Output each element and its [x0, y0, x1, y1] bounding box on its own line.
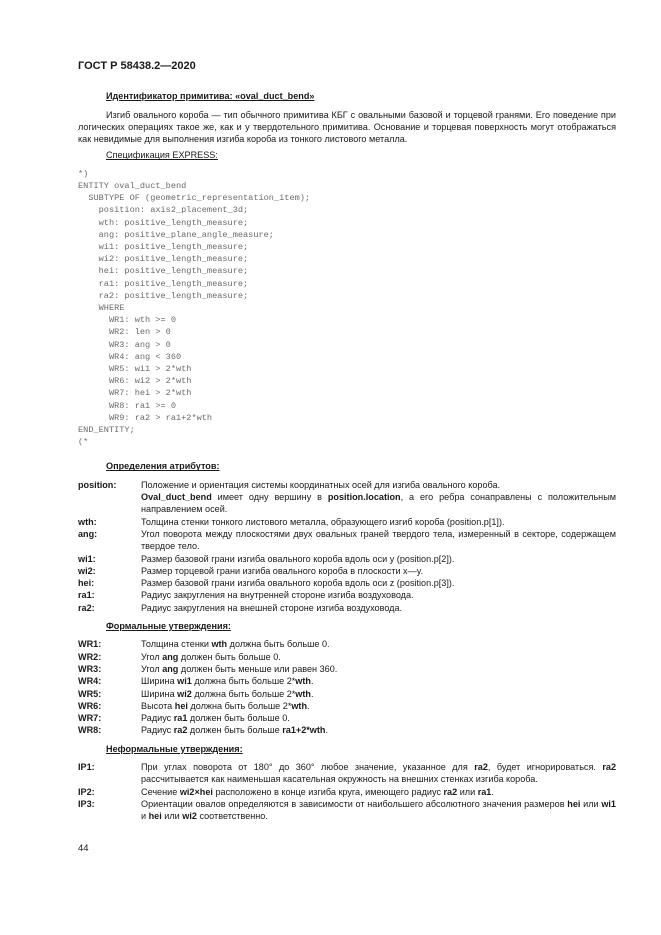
attr-hei [78, 577, 616, 589]
rule-wr6: WR6: Высота hei должна быть больше 2*wth. [78, 700, 310, 711]
code-line: ang: positive_plane_angle_measure; [78, 229, 274, 240]
standard-header: ГОСТ Р 58438.2—2020 [78, 60, 196, 72]
attr-desc: Размер базовой грани изгиба овального короба вдоль оси y (position.p[2]). [141, 553, 455, 564]
code-line: WHERE [78, 303, 125, 314]
rule-wr8: WR8: Радиус ra2 должен быть больше ra1+2*wth. [78, 725, 328, 736]
informal-rules [78, 761, 616, 822]
attr-term: ra1: [78, 590, 95, 601]
attr-desc: Радиус закругления на внутренней стороне изгиба воздуховода. [141, 590, 414, 601]
code-line: ra2: positive_length_measure; [78, 290, 249, 301]
attr-term: hei: [78, 578, 95, 589]
code-line: SUBTYPE OF (geometric_representation_item); [78, 193, 311, 204]
code-line: WR8: ra1 >= 0 [78, 400, 176, 411]
code-line: END_ENTITY; [78, 425, 135, 436]
code-line: hei: positive_length_measure; [78, 266, 249, 277]
attr-ra2 [78, 602, 616, 614]
rule-ip1: IP1: При углах поворота от 180° до 360° любое значение, указанное для ra2, будет игнорироваться. ra2 рассчитывается как наименьшая касательная окружность на внешних стенках изгиба короба. [78, 761, 616, 785]
attr-wi1 [78, 553, 616, 565]
attr-term: position: [78, 479, 117, 490]
attr-desc: Размер базовой грани изгиба овального короба вдоль оси z (position.p[3]). [141, 578, 455, 589]
rule-ip3: IP3: Ориентации овалов определяются в зависимости от наибольшего абсолютного значения размеров hei или wi1 и hei или wi2 соответственно. [78, 798, 616, 822]
code-line: wi2: positive_length_measure; [78, 254, 249, 265]
code-line: wth: positive_length_measure; [78, 217, 249, 228]
attr-ra1 [78, 589, 616, 601]
code-line: (* [78, 437, 89, 448]
code-line: wi1: positive_length_measure; [78, 242, 249, 252]
code-line: *) [78, 168, 89, 179]
rule-ip2: IP2: Сечение wi2×hei расположено в конце изгиба круга, имеющего радиус ra2 или ra1. [78, 786, 494, 797]
attr-term: ra2: [78, 602, 95, 613]
formal-heading: Формальные утверждения: [106, 621, 231, 632]
attr-desc: Толщина стенки тонкого листового металла, образующего изгиб короба (position.p[1]). [141, 516, 505, 527]
attr-wi2 [78, 565, 616, 577]
code-line: WR3: ang > 0 [78, 339, 171, 350]
attr-desc: Размер торцевой грани изгиба овального короба в плоскости x—y. [141, 565, 424, 576]
formal-rules [78, 638, 616, 736]
attr-ang [78, 528, 616, 553]
attr-desc: Радиус закругления на внешней стороне изгиба воздуховода. [141, 602, 403, 613]
rule-wr5: WR5: Ширина wi2 должна быть больше 2*wth. [78, 688, 314, 699]
code-line: position: axis2_placement_3d; [78, 205, 249, 216]
page-number: 44 [78, 843, 89, 854]
attributes-heading: Определения атрибутов: [106, 461, 220, 472]
attr-term: wi2: [78, 565, 96, 576]
rule-wr2: WR2: Угол ang должен быть больше 0. [78, 651, 281, 662]
attr-term: wth: [78, 516, 97, 527]
express-code [78, 168, 616, 449]
express-heading: Спецификация EXPRESS: [106, 150, 218, 161]
rule-wr7: WR7: Радиус ra1 должен быть больше 0. [78, 713, 290, 724]
code-line: ENTITY oval_duct_bend [78, 180, 187, 191]
code-line: WR9: ra2 > ra1+2*wth [78, 412, 213, 423]
code-line: WR1: wth >= 0 [78, 315, 176, 326]
code-line: WR6: wi2 > 2*wth [78, 376, 192, 387]
intro-paragraph: Изгиб овального короба — тип обычного примитива КБГ с овальными базовой и торцевой гранями. Его поведение при логических операциях такое же, как и у твердотельного примитива. Основание и торцевая поверхность могут отображаться как невидимые для выполнения изгиба короба из тонкого листового металла. [78, 109, 616, 145]
code-line: WR4: ang < 360 [78, 351, 182, 362]
code-line: WR5: wi1 > 2*wth [78, 364, 192, 375]
rule-wr4: WR4: Ширина wi1 должна быть больше 2*wth. [78, 676, 314, 687]
code-line: ra1: positive_length_measure; [78, 278, 249, 289]
attr-term: ang: [78, 528, 98, 539]
rule-wr3: WR3: Угол ang должен быть меньше или равен 360. [78, 663, 338, 674]
code-line: WR7: hei > 2*wth [78, 388, 192, 399]
attr-desc: Угол поворота между плоскостями двух овальных граней твердого тела, измеренный в секторе, содержащем твердое тело. [141, 528, 616, 552]
informal-heading: Неформальные утверждения: [106, 743, 243, 754]
attr-position [78, 479, 616, 516]
code-line: WR2: len > 0 [78, 327, 171, 338]
rule-wr1: WR1: Толщина стенки wth должна быть больше 0. [78, 639, 330, 650]
entity-title: Идентификатор примитива: «oval_duct_bend» [106, 91, 315, 102]
attr-term: wi1: [78, 553, 96, 564]
attr-wth [78, 516, 616, 528]
attr-desc: Положение и ориентация системы координатных осей для изгиба овального короба. Oval_duct_bend имеет одну вершину в position.location, а его ребра сонаправлены с положительным направлением осей. [141, 479, 616, 515]
attribute-definitions [78, 479, 616, 614]
